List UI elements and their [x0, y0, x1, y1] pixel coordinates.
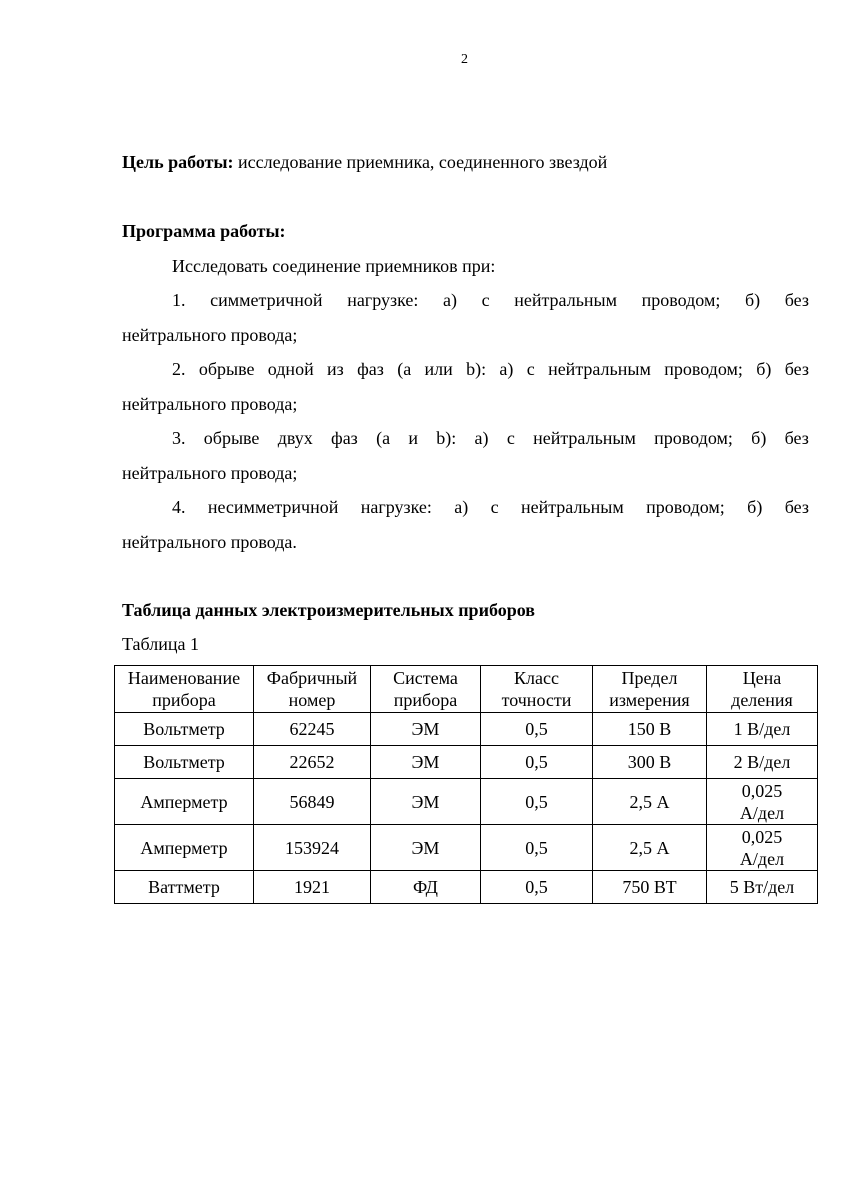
table-heading: Таблица данных электроизмерительных приборов — [122, 600, 535, 620]
word: а) — [454, 497, 469, 517]
word: с — [490, 497, 499, 517]
word: или — [424, 359, 453, 379]
cell-name: Вольтметр — [115, 713, 254, 746]
column-header-text: измерения — [609, 690, 690, 710]
cell-number: 153924 — [254, 825, 371, 871]
cell-limit: 750 ВТ — [593, 871, 707, 904]
instruments-table — [114, 665, 818, 904]
column-header-text: деления — [731, 690, 793, 710]
program-item-3-line1 — [172, 427, 809, 449]
goal-label: Цель работы: — [122, 152, 234, 172]
cell-system: ЭМ — [371, 779, 481, 825]
column-header-text: Класс — [514, 668, 559, 688]
cell-division — [707, 871, 818, 904]
column-header-text: прибора — [152, 690, 216, 710]
word: а) — [499, 359, 514, 379]
cell-number: 56849 — [254, 779, 371, 825]
column-header-text: Фабричный — [266, 668, 358, 688]
table-row — [115, 746, 818, 779]
program-item-2-line2: нейтрального провода; — [122, 394, 298, 414]
word: б) — [756, 359, 772, 379]
word: и — [408, 428, 418, 448]
cell-number: 1921 — [254, 871, 371, 904]
column-header-text: точности — [501, 690, 572, 710]
column-header-number — [254, 666, 371, 713]
column-header-text: Наименование — [127, 668, 241, 688]
word: (a — [376, 428, 391, 448]
cell-name: Амперметр — [115, 825, 254, 871]
program-item-4-line2: нейтрального провода. — [122, 532, 297, 552]
cell-system: ЭМ — [371, 713, 481, 746]
cell-division-text: А/дел — [739, 802, 785, 823]
program-item-1-line2: нейтрального провода; — [122, 325, 298, 345]
word: (a — [397, 359, 412, 379]
table-row — [115, 779, 818, 825]
word: обрыве — [203, 428, 260, 448]
word: несимметричной — [207, 497, 339, 517]
cell-limit: 2,5 А — [593, 779, 707, 825]
column-header-text: Предел — [621, 668, 678, 688]
table-row — [115, 871, 818, 904]
table-row — [115, 713, 818, 746]
program-heading: Программа работы: — [122, 221, 286, 241]
word: с — [506, 428, 515, 448]
cell-accuracy: 0,5 — [481, 825, 593, 871]
table-caption: Таблица 1 — [122, 634, 199, 654]
cell-division-text: 2 В/дел — [733, 752, 791, 772]
cell-division — [707, 746, 818, 779]
word: проводом; — [641, 290, 721, 310]
word: фаз — [331, 428, 358, 448]
cell-name: Вольтметр — [115, 746, 254, 779]
word: b): — [436, 428, 457, 448]
cell-name: Амперметр — [115, 779, 254, 825]
cell-division-text: 0,025 — [741, 780, 783, 801]
cell-system: ФД — [371, 871, 481, 904]
program-item-1-line1 — [172, 289, 809, 311]
word: нагрузке: — [347, 290, 419, 310]
cell-limit: 2,5 А — [593, 825, 707, 871]
word: б) — [744, 290, 761, 310]
word: двух — [277, 428, 313, 448]
word: нейтральным — [548, 359, 651, 379]
word: б) — [747, 497, 763, 517]
column-header-text: номер — [288, 690, 336, 710]
word: без — [784, 497, 809, 517]
word: обрыве — [198, 359, 255, 379]
word: с — [481, 290, 490, 310]
cell-accuracy: 0,5 — [481, 746, 593, 779]
cell-division — [707, 713, 818, 746]
column-header-system — [371, 666, 481, 713]
column-header-accuracy — [481, 666, 593, 713]
column-header-division — [707, 666, 818, 713]
word: 2. — [172, 359, 186, 379]
cell-system: ЭМ — [371, 746, 481, 779]
cell-accuracy: 0,5 — [481, 871, 593, 904]
word: 4. — [172, 497, 186, 517]
program-item-4-line1 — [172, 496, 809, 518]
word: нейтральным — [514, 290, 618, 310]
cell-division-text: А/дел — [739, 848, 785, 869]
word: а) — [442, 290, 457, 310]
cell-limit: 150 В — [593, 713, 707, 746]
word: нейтральным — [533, 428, 636, 448]
word: без — [784, 290, 809, 310]
word: 1. — [172, 290, 186, 310]
cell-limit: 300 В — [593, 746, 707, 779]
column-header-limit — [593, 666, 707, 713]
word: b): — [466, 359, 487, 379]
cell-number: 62245 — [254, 713, 371, 746]
word: б) — [751, 428, 767, 448]
cell-accuracy: 0,5 — [481, 779, 593, 825]
column-header-text: Цена — [742, 668, 782, 688]
word: одной — [267, 359, 314, 379]
table-header-row — [115, 666, 818, 713]
column-header-text: прибора — [393, 690, 458, 710]
word: без — [784, 428, 809, 448]
page-number: 2 — [461, 52, 468, 67]
goal-paragraph — [122, 151, 607, 173]
cell-division — [707, 825, 818, 871]
word: проводом; — [664, 359, 743, 379]
cell-number: 22652 — [254, 746, 371, 779]
word: 3. — [172, 428, 186, 448]
cell-division-text: 5 Вт/дел — [729, 877, 795, 897]
program-intro: Исследовать соединение приемников при: — [172, 256, 496, 276]
cell-division — [707, 779, 818, 825]
cell-system: ЭМ — [371, 825, 481, 871]
word: проводом; — [646, 497, 725, 517]
cell-name: Ваттметр — [115, 871, 254, 904]
word: а) — [474, 428, 489, 448]
goal-text: исследование приемника, соединенного звездой — [238, 152, 608, 172]
word: симметричной — [210, 290, 323, 310]
word: нейтральным — [520, 497, 624, 517]
word: проводом; — [654, 428, 733, 448]
word: без — [784, 359, 809, 379]
table-row — [115, 825, 818, 871]
cell-division-text: 1 В/дел — [733, 719, 791, 739]
program-item-2-line1 — [172, 358, 809, 380]
cell-division-text: 0,025 — [741, 826, 783, 847]
column-header-name — [115, 666, 254, 713]
word: нагрузке: — [360, 497, 432, 517]
cell-accuracy: 0,5 — [481, 713, 593, 746]
column-header-text: Система — [393, 668, 458, 688]
word: фаз — [357, 359, 384, 379]
word: с — [526, 359, 535, 379]
program-item-3-line2: нейтрального провода; — [122, 463, 298, 483]
word: из — [327, 359, 344, 379]
